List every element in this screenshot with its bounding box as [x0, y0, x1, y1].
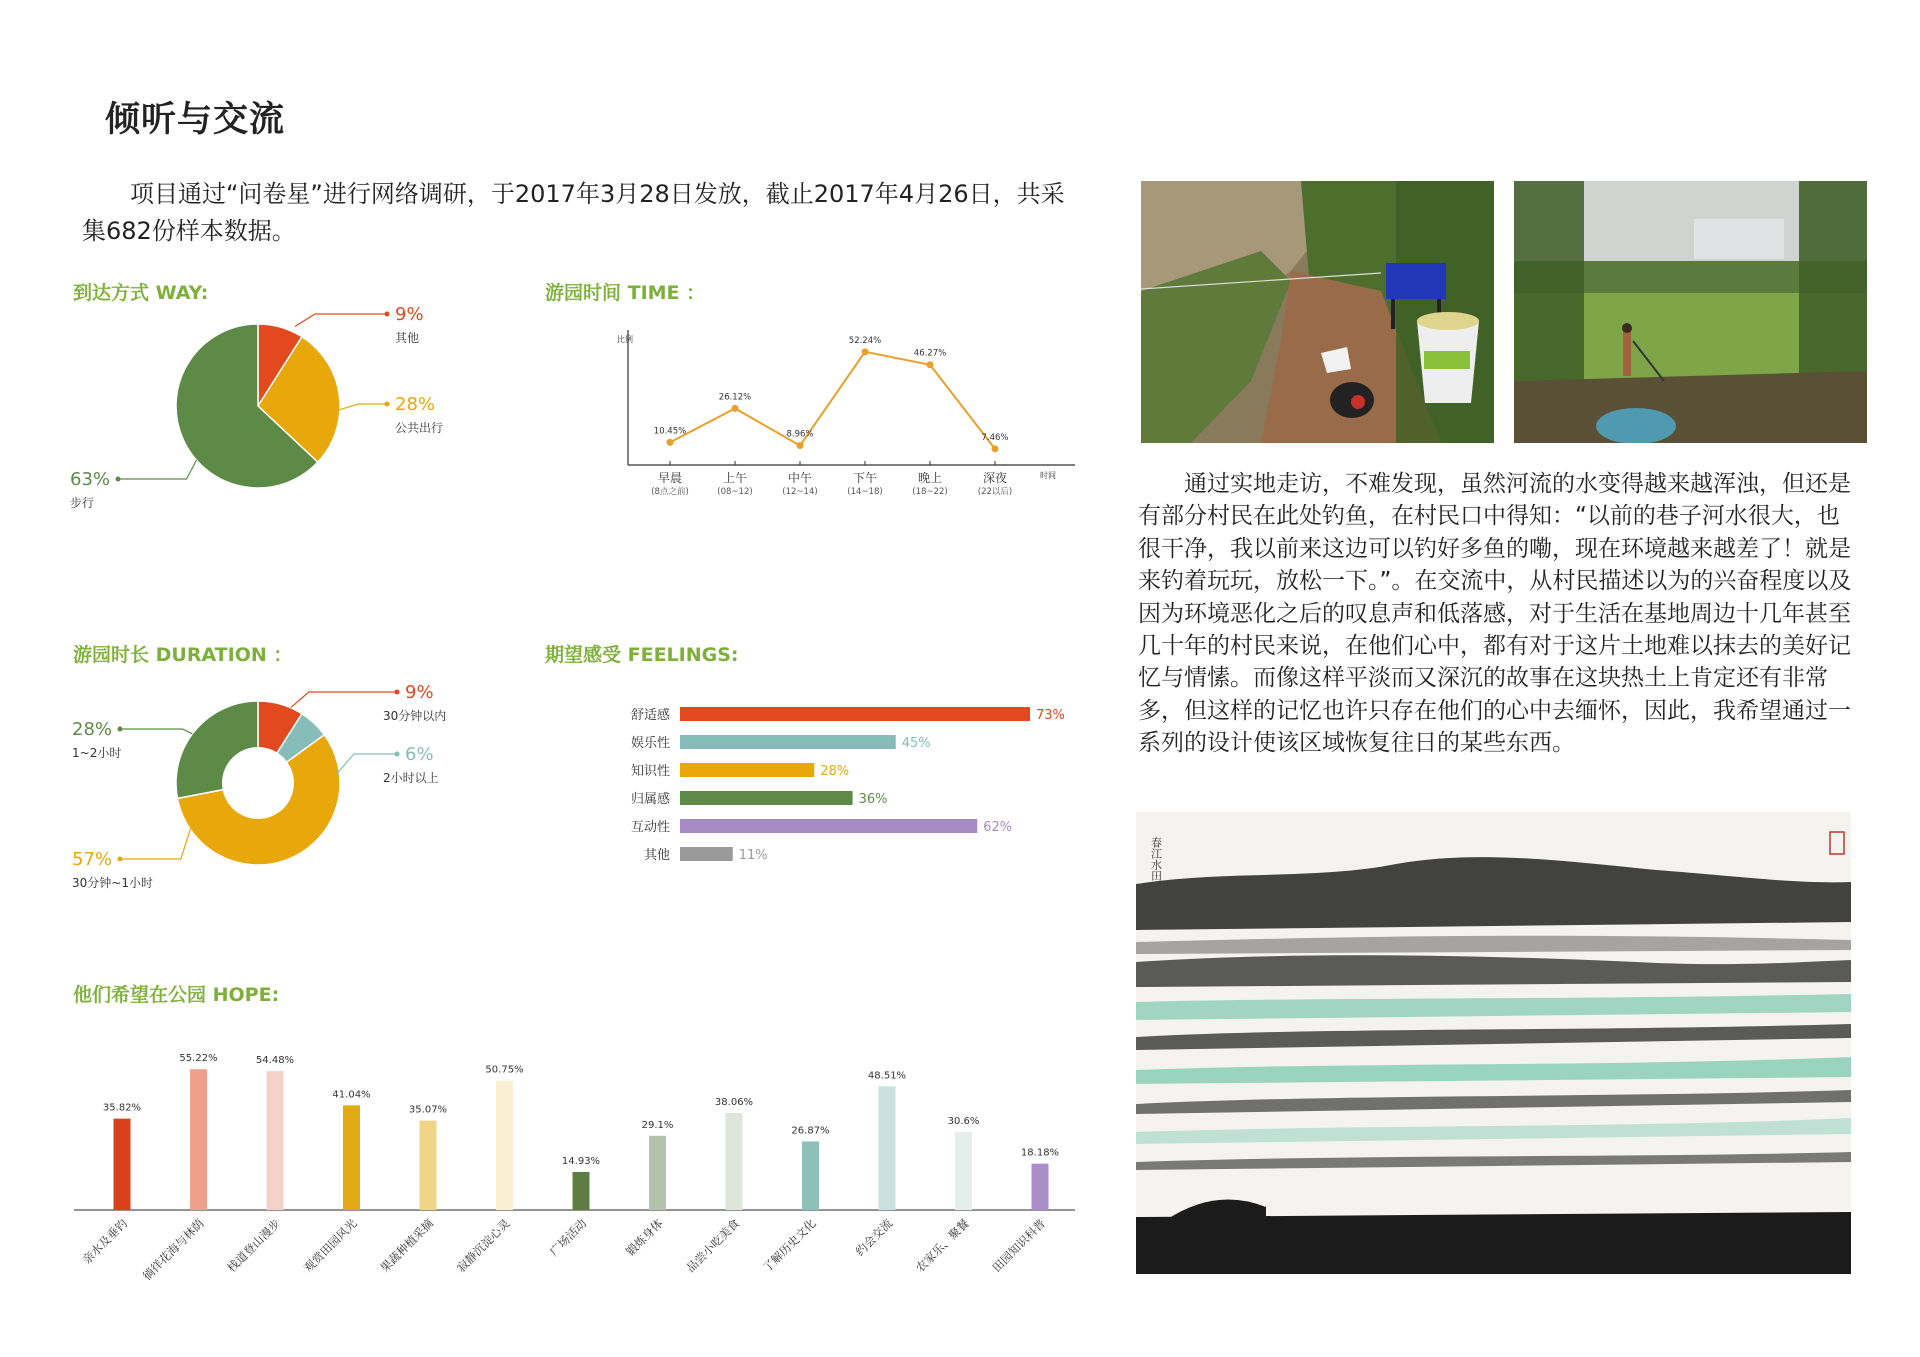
body-paragraph: 通过实地走访，不难发现，虽然河流的水变得越来越浑浊，但还是有部分村民在此处钓鱼，在村民口中得知：“以前的巷子河水很大，也很干净，我以前来这边可以钓好多鱼的嘞，现在环境越来越差了！就是来钓着玩玩，放松一下。”。在交流中，从村民描述以为的兴奋程度以及因为环境恶化之后的叹息声和低落感，对于生活在基地周边十几年甚至几十年的村民来说，在他们心中，都有对于这片土地难以抹去的美好记忆与情愫。而像这样平淡而又深沉的故事在这块热土上肯定还有非常多，但这样的记忆也许只存在他们的心中去缅怀，因此，我希望通过一系列的设计使该区域恢复往日的某些东西。 — [1138, 471, 1852, 757]
slice-label: 30分钟~1小时 — [72, 876, 153, 890]
bar-value: 18.18% — [1020, 1147, 1060, 1159]
bar-value: 38.06% — [714, 1096, 754, 1108]
data-point — [797, 442, 804, 449]
bar-category: 品尝小吃美食 — [683, 1216, 743, 1275]
leader-line — [338, 404, 387, 410]
x-tick-label: 上午 — [722, 471, 748, 485]
bar — [680, 819, 977, 833]
painting-inscription: 春江水田 — [1149, 837, 1163, 881]
bar-category: 观赏田园风光 — [300, 1216, 360, 1275]
bar-category: 栈道登山漫步 — [224, 1216, 284, 1275]
bar — [726, 1113, 743, 1210]
leader-dot — [116, 477, 121, 482]
bar-value: 36% — [858, 792, 888, 807]
data-point — [862, 348, 869, 355]
slice-value: 57% — [72, 849, 113, 870]
x-tick-sublabel: (8点之前) — [651, 487, 689, 497]
x-tick-sublabel: (08~12) — [717, 487, 753, 497]
leader-dot — [395, 690, 400, 695]
bar-value: 54.48% — [255, 1055, 295, 1067]
chart-way-title: 到达方式 WAY: — [73, 282, 209, 304]
bar-category: 田园知识科普 — [989, 1216, 1049, 1275]
data-label: 26.12% — [718, 392, 752, 403]
bar-category: 徜徉花海与林荫 — [139, 1216, 207, 1284]
bar — [680, 791, 853, 805]
leader-dot — [385, 402, 390, 407]
slice-label: 30分钟以内 — [383, 709, 447, 723]
x-tick-sublabel: (18~22) — [912, 487, 948, 497]
leader-dot — [118, 857, 123, 862]
ink-painting — [1136, 812, 1851, 1274]
bar-category: 果蔬种植采摘 — [377, 1216, 437, 1275]
x-axis-label: 时间 — [1040, 471, 1056, 480]
leader-line — [295, 314, 387, 326]
bar-category: 知识性 — [630, 764, 670, 779]
bar-value: 45% — [901, 736, 931, 751]
bar-value: 28% — [820, 764, 850, 779]
data-label: 8.96% — [786, 429, 814, 440]
data-label: 52.24% — [848, 335, 882, 346]
bar-category: 舒适感 — [630, 708, 670, 723]
donut-hole — [222, 747, 294, 819]
bar — [680, 707, 1030, 721]
bar — [114, 1119, 131, 1210]
bar-category: 娱乐性 — [630, 736, 670, 751]
bar-value: 41.04% — [332, 1089, 371, 1101]
leader-line — [291, 692, 397, 708]
bar-value: 50.75% — [485, 1064, 524, 1076]
x-tick-sublabel: (22以后) — [977, 487, 1013, 497]
leader-dot — [118, 727, 123, 732]
x-tick-sublabel: (14~18) — [847, 487, 883, 497]
bar-category: 寂静沉淀心灵 — [453, 1216, 513, 1275]
bar-category: 农家乐、聚餐 — [912, 1216, 972, 1275]
bar — [649, 1136, 666, 1210]
x-tick-label: 中午 — [787, 471, 813, 485]
bar-value: 35.07% — [408, 1104, 448, 1116]
chart-hope — [60, 1015, 1090, 1315]
slice-label: 其他 — [395, 331, 420, 345]
bar — [680, 847, 733, 861]
bar-value: 55.22% — [179, 1053, 218, 1065]
chart-time-title: 游园时间 TIME ： — [545, 282, 706, 304]
bar — [267, 1071, 284, 1210]
chart-time — [600, 320, 1080, 520]
bar-category: 互动性 — [630, 820, 670, 835]
bar-value: 14.93% — [561, 1155, 601, 1167]
data-point — [667, 439, 674, 446]
fishing-photo — [1141, 181, 1494, 443]
leader-dot — [385, 312, 390, 317]
data-label: 46.27% — [913, 348, 947, 359]
bar — [573, 1172, 590, 1210]
bar — [420, 1121, 437, 1210]
bar-category: 其他 — [643, 848, 670, 863]
bar — [496, 1081, 513, 1210]
chart-hope-title: 他们希望在公园 HOPE: — [73, 984, 280, 1006]
x-tick-label: 早晨 — [657, 471, 683, 485]
bar — [879, 1086, 896, 1210]
x-tick-sublabel: (12~14) — [782, 487, 818, 497]
data-point — [992, 445, 999, 452]
x-tick-label: 深夜 — [982, 471, 1008, 485]
bar-value: 73% — [1036, 708, 1065, 723]
bar-category: 亲水及垂钓 — [79, 1216, 131, 1267]
bar-category: 锻炼身体 — [623, 1216, 666, 1259]
chart-way — [60, 300, 500, 520]
data-label: 10.45% — [653, 426, 687, 437]
bar — [680, 735, 896, 749]
bar-category: 约会交流 — [852, 1216, 896, 1259]
bar-value: 48.51% — [867, 1070, 907, 1082]
slice-value: 63% — [70, 469, 111, 490]
x-tick-label: 下午 — [852, 471, 878, 485]
slice-value: 28% — [72, 719, 113, 740]
bar-value: 62% — [983, 820, 1013, 835]
pond-photo — [1514, 181, 1867, 443]
slice-label: 步行 — [70, 496, 95, 510]
bar-value: 26.87% — [791, 1125, 830, 1137]
y-axis-label: 比例 — [617, 335, 633, 344]
bar-value: 11% — [738, 848, 768, 863]
page-title: 倾听与交流 — [105, 100, 286, 140]
chart-feelings — [600, 695, 1080, 875]
bar — [190, 1069, 207, 1210]
slice-label: 2小时以上 — [383, 771, 439, 785]
slice-value: 28% — [395, 394, 436, 415]
leader-line — [118, 460, 197, 479]
data-point — [732, 405, 739, 412]
bar — [680, 763, 814, 777]
leader-line — [120, 828, 191, 859]
bar-category: 归属感 — [630, 792, 670, 807]
data-label: 7.46% — [981, 432, 1009, 443]
chart-feelings-title: 期望感受 FEELINGS: — [545, 644, 739, 666]
leader-line — [120, 729, 192, 734]
bar — [343, 1105, 360, 1210]
bar-value: 29.1% — [641, 1119, 674, 1131]
bar-value: 35.82% — [102, 1102, 142, 1114]
bar — [1032, 1164, 1049, 1210]
intro-paragraph: 项目通过“问卷星”进行网络调研，于2017年3月28日发放，截止2017年4月26日，共采集682份样本数据。 — [82, 180, 1065, 245]
bar-category: 了解历史文化 — [759, 1216, 819, 1275]
slice-label: 1~2小时 — [72, 746, 122, 760]
chart-duration-title: 游园时长 DURATION ： — [73, 644, 293, 666]
bar-category: 广场活动 — [546, 1216, 590, 1259]
slice-value: 9% — [405, 682, 434, 703]
slice-value: 6% — [405, 744, 434, 765]
chart-duration — [60, 665, 500, 895]
x-tick-label: 晚上 — [917, 471, 943, 485]
bar — [955, 1132, 972, 1210]
bar — [802, 1141, 819, 1210]
data-point — [927, 361, 934, 368]
leader-dot — [395, 752, 400, 757]
slice-label: 公共出行 — [395, 421, 444, 435]
slice-value: 9% — [395, 304, 424, 325]
bar-value: 30.6% — [947, 1115, 980, 1127]
